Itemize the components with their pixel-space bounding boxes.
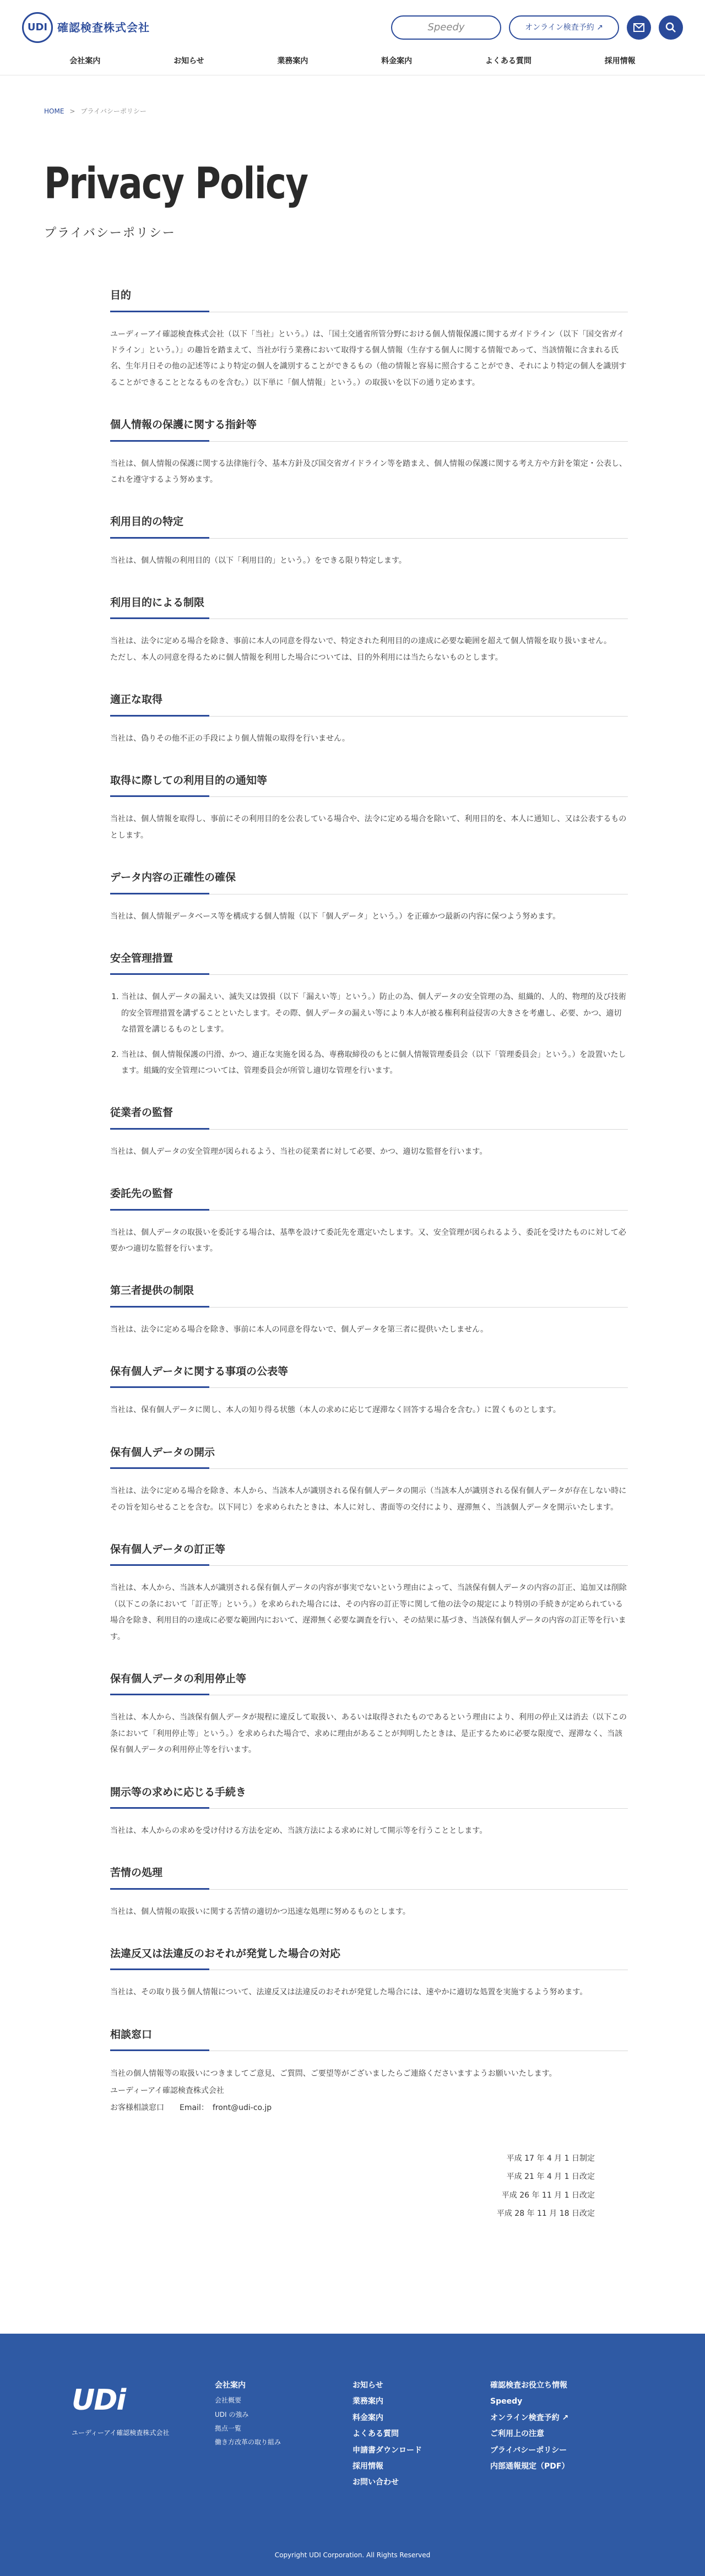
policy-section	[110, 1363, 628, 1419]
section-body: 当社は、その取り扱う個人情報について、法違反又は法違反のおそれが発覚した場合には、速やかに適切な処置を実施するよう努めます。	[110, 1988, 588, 1997]
footer-logo-mark: UDi	[72, 2384, 126, 2417]
policy-section	[110, 287, 628, 391]
section-heading: 従業者の監督	[110, 1104, 628, 1129]
breadcrumb-current: プライバシーポリシー	[80, 107, 147, 115]
section-body: 当社は、個人情報を取得し、事前にその利用目的を公表している場合や、法令に定める場合を除いて、利用目的を、本人に通知し、又は公表するものとします。	[110, 815, 627, 840]
section-heading: 委託先の監督	[110, 1185, 628, 1210]
footer-link[interactable]: お知らせ	[352, 2381, 383, 2390]
footer-link[interactable]: よくある質問	[352, 2429, 399, 2439]
footer-link[interactable]: 申請書ダウンロード	[352, 2445, 422, 2455]
section-body: 当社は、本人から、当該本人が識別される保有個人データの内容が事実でないという理由によって、当該保有個人データの内容の訂正、追加又は削除（以下この条において「訂正等」という。）を求められた場合には、その内容の訂正等に関して他の法令の規定により特別の手続きが定められている場合を除き、利用目的の達成に必要な範囲内において、遅滞無く必要な調査を行い、その結果に基づき、当該保有個人データの内容の訂正等を行います。	[110, 1583, 627, 1641]
section-body: 当社は、法令に定める場合を除き、本人から、当該本人が識別される保有個人データの開示（当該本人が識別される保有個人データが存在しない時にその旨を知らせることを含む。以下同じ）を求められたときは、本人に対し、書面等の交付により、遅滞無く、当該個人データを開示いたします。	[110, 1487, 627, 1512]
site-logo[interactable]	[22, 12, 150, 43]
policy-section	[110, 594, 628, 666]
contact-company: ユーディーアイ確認検査株式会社	[110, 2086, 224, 2096]
header-actions	[391, 15, 683, 40]
site-header	[0, 0, 705, 55]
security-measures-list	[110, 989, 628, 1079]
nav-item-recruit[interactable]: 採用情報	[604, 57, 636, 66]
section-heading: 利用目的の特定	[110, 513, 628, 538]
nav-item-faq[interactable]: よくある質問	[485, 57, 532, 66]
search-icon	[665, 22, 676, 33]
section-heading: 保有個人データの利用停止等	[110, 1671, 628, 1695]
policy-section	[110, 691, 628, 747]
policy-section	[110, 1282, 628, 1338]
revision-dates	[77, 2150, 628, 2224]
section-heading: 保有個人データに関する事項の公表等	[110, 1363, 628, 1388]
policy-section	[110, 416, 628, 488]
policy-section	[110, 1864, 628, 1920]
speedy-button[interactable]: Speedy	[391, 15, 501, 40]
list-item: 1. 当社は、個人データの漏えい、滅失又は毀損（以下「漏えい等」という。）防止の為、個人データの安全管理の為、組織的、人的、物理的及び技術的安全管理措置を講ずることといたします。その際、個人データの漏えい等により本人が被る権利利益侵害の大きさを考慮し、必要、かつ、適切な措置を講じるものとします。	[121, 989, 628, 1038]
footer-company-name: ユーディーアイ確認検査株式会社	[72, 2429, 170, 2437]
section-heading: データ内容の正確性の確保	[110, 869, 628, 894]
section-body: 当社は、偽りその他不正の手段により個人情報の取得を行いません。	[110, 734, 350, 743]
policy-section	[110, 869, 628, 925]
footer-sublink[interactable]: 拠点一覧	[215, 2424, 242, 2432]
policy-section	[110, 513, 628, 569]
section-body: 当社は、法令に定める場合を除き、事前に本人の同意を得ないで、個人データを第三者に提供いたしません。	[110, 1325, 488, 1334]
section-body: 当社は、個人データの安全管理が図られるよう、当社の従業者に対して必要、かつ、適切な監督を行います。	[110, 1147, 487, 1156]
policy-section	[110, 1784, 628, 1840]
section-body: 当社は、保有個人データに関し、本人の知り得る状態（本人の求めに応じて遅滞なく回答する場合を含む。）に置くものとします。	[110, 1406, 561, 1415]
section-heading: 開示等の求めに応じる手続き	[110, 1784, 628, 1809]
revision-date: 平成 28 年 11 月 18 日改定	[496, 2209, 595, 2219]
copyright: Copyright UDI Corporation. All Rights Reserved	[274, 2551, 431, 2559]
breadcrumb	[0, 75, 705, 117]
footer-column-company	[215, 2378, 352, 2491]
logo-mark: UDI	[22, 12, 53, 43]
nav-item-pricing[interactable]: 料金案内	[381, 57, 413, 66]
list-item: 2. 当社は、個人情報保護の円滑、かつ、適正な実施を図る為、専務取締役のもとに個人情報管理委員会（以下「管理委員会」という。）を設置いたします。組織的安全管理については、管理委員会が所管し適切な管理を行います。	[121, 1047, 628, 1080]
policy-section	[110, 1945, 628, 2001]
footer-logo[interactable]	[72, 2378, 215, 2491]
footer-link[interactable]: プライバシーポリシー	[490, 2445, 567, 2455]
breadcrumb-home[interactable]: HOME	[44, 107, 64, 115]
contact-section	[110, 2026, 628, 2117]
footer-sublink[interactable]: UDI の強み	[215, 2410, 249, 2418]
policy-section	[110, 1104, 628, 1160]
revision-date: 平成 26 年 11 月 1 日改定	[501, 2190, 595, 2200]
footer-link[interactable]: ご利用上の注意	[490, 2429, 544, 2439]
section-heading: 相談窓口	[110, 2026, 628, 2051]
section-heading: 適正な取得	[110, 691, 628, 716]
footer-link[interactable]: 確認検査お役立ち情報	[490, 2381, 567, 2390]
policy-section	[110, 1444, 628, 1516]
policy-content	[77, 287, 628, 2116]
section-heading: 個人情報の保護に関する指針等	[110, 416, 628, 441]
section-heading: 第三者提供の制限	[110, 1282, 628, 1307]
section-heading: 法違反又は法違反のおそれが発覚した場合の対応	[110, 1945, 628, 1970]
policy-section	[110, 1671, 628, 1759]
section-heading: 取得に際しての利用目的の通知等	[110, 772, 628, 797]
nav-item-company[interactable]: 会社案内	[69, 57, 101, 66]
page-subtitle: プライバシーポリシー	[44, 226, 176, 240]
section-heading: 保有個人データの訂正等	[110, 1541, 628, 1566]
section-heading: 目的	[110, 287, 628, 312]
footer-link[interactable]: オンライン検査予約 ↗	[490, 2413, 569, 2422]
footer-link[interactable]: 業務案内	[352, 2397, 383, 2406]
breadcrumb-separator: >	[69, 107, 75, 115]
search-button[interactable]	[659, 15, 683, 40]
section-heading: 苦情の処理	[110, 1864, 628, 1889]
footer-column-info	[490, 2378, 628, 2491]
footer-link[interactable]: 会社案内	[215, 2381, 246, 2390]
policy-section	[110, 772, 628, 844]
section-body: 当社は、個人情報の取扱いに関する苦情の適切かつ迅速な処理に努めるものとします。	[110, 1907, 410, 1916]
contact-email[interactable]: お客様相談窓口 Email： front@udi-co.jp	[110, 2103, 272, 2112]
section-body: 当社は、個人情報データベース等を構成する個人情報（以下「個人データ」という。）を正確かつ最新の内容に保つよう努めます。	[110, 912, 561, 921]
mail-button[interactable]	[627, 15, 651, 40]
footer-sublink[interactable]: 働き方改革の取り組み	[215, 2438, 281, 2446]
section-body: 当社は、個人データの取扱いを委託する場合は、基準を設けて委託先を選定いたします。又、安全管理が図られるよう、委託を受けたものに対して必要かつ適切な監督を行います。	[110, 1228, 626, 1253]
revision-date: 平成 17 年 4 月 1 日制定	[506, 2154, 595, 2163]
policy-section	[110, 1185, 628, 1257]
nav-item-services[interactable]: 業務案内	[277, 57, 308, 66]
page-title-block	[0, 117, 705, 243]
contact-text: 当社の個人情報等の取扱いにつきましてご意見、ご質問、ご要望等がございましたらご連絡くださいますようお願いいたします。	[110, 2069, 557, 2079]
footer-link[interactable]: 料金案内	[352, 2413, 383, 2422]
page-title: Privacy Policy	[44, 159, 308, 209]
mail-icon	[633, 23, 644, 32]
section-body: 当社は、本人からの求めを受け付ける方法を定め、当該方法による求めに対して開示等を行うこととします。	[110, 1826, 487, 1835]
nav-item-news[interactable]: お知らせ	[173, 57, 204, 66]
section-heading: 保有個人データの開示	[110, 1444, 628, 1469]
revision-date: 平成 21 年 4 月 1 日改定	[506, 2172, 595, 2182]
footer-sublink[interactable]: 会社概要	[215, 2396, 242, 2405]
section-heading: 安全管理措置	[110, 950, 628, 975]
policy-section	[110, 950, 628, 1079]
online-reservation-button[interactable]: オンライン検査予約 ↗	[509, 15, 619, 40]
footer-link[interactable]: お問い合わせ	[352, 2478, 399, 2487]
footer-link[interactable]: 採用情報	[352, 2461, 383, 2471]
section-body: 当社は、個人情報の保護に関する法律施行令、基本方針及び国交省ガイドライン等を踏まえ、個人情報の保護に関する考え方や方針を策定・公表し、これを遵守するよう努めます。	[110, 459, 627, 484]
policy-section	[110, 1541, 628, 1645]
section-body: 当社は、個人情報の利用目的（以下「利用目的」という。）をできる限り特定します。	[110, 556, 406, 565]
section-heading: 利用目的による制限	[110, 594, 628, 619]
section-body: 当社は、本人から、当該保有個人データが規程に違反して取扱い、あるいは取得されたものであるという理由により、利用の停止又は消去（以下この条において「利用停止等」という。）を求められた場合で、求めに理由があることが判明したときは、是正するために必要な限度で、遅滞なく、当該保有個人データの利用停止等を行います。	[110, 1713, 627, 1755]
global-nav	[0, 55, 705, 75]
footer-link[interactable]: Speedy	[490, 2397, 523, 2406]
site-footer	[0, 2334, 705, 2576]
section-body: 当社は、法令に定める場合を除き、事前に本人の同意を得ないで、特定された利用目的の達成に必要な範囲を超えて個人情報を取り扱いません。 ただし、本人の同意を得るために個人情報を利用した場合については、目的外利用には当たらないものとします。	[110, 637, 611, 662]
footer-column-main	[352, 2378, 490, 2491]
logo-text: 確認検査株式会社	[57, 21, 150, 34]
section-body: ユーディーアイ確認検査株式会社（以下「当社」という。）は、「国土交通省所管分野における個人情報保護に関するガイドライン（以下「国交省ガイドライン」という。）」の趣旨を踏まえて、当社が行う業務において取得する個人情報（生存する個人に関する情報であって、当該情報に含まれる氏名、生年月日その他の記述等により特定の個人を識別することができるもの（他の情報と容易に照合することができ、それにより特定の個人を識別することができることとなるものを含む。）以下単に「個人情報」という。）の取扱いを以下の通り定めます。	[110, 329, 627, 387]
footer-link[interactable]: 内部通報規定（PDF）	[490, 2461, 570, 2471]
